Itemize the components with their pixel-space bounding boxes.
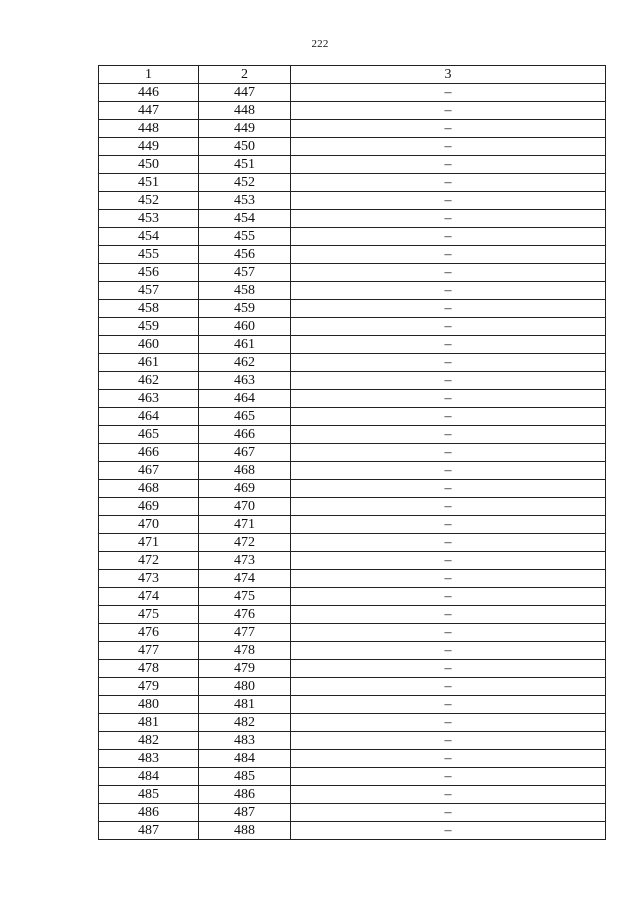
table-cell-col-3: – [291,264,606,282]
table-row [99,606,606,624]
table-cell-col-3: – [291,282,606,300]
table-row [99,228,606,246]
table-cell-col-3: – [291,102,606,120]
table-row [99,480,606,498]
table-cell-col-3: – [291,372,606,390]
table-cell-col-1: 452 [99,192,199,210]
table-cell-col-2: 476 [199,606,291,624]
table-cell-col-2: 449 [199,120,291,138]
table-cell-col-2: 467 [199,444,291,462]
table-cell-col-2: 475 [199,588,291,606]
table-cell-col-3: – [291,732,606,750]
table-cell-col-2: 465 [199,408,291,426]
table-cell-col-2: 482 [199,714,291,732]
table-cell-col-1: 477 [99,642,199,660]
table-cell-col-3: – [291,318,606,336]
table-cell-col-1: 476 [99,624,199,642]
table-cell-col-1: 469 [99,498,199,516]
table-row [99,390,606,408]
table-row [99,750,606,768]
table-cell-col-3: – [291,624,606,642]
table-cell-col-1: 470 [99,516,199,534]
table-cell-col-1: 465 [99,426,199,444]
table-cell-col-3: – [291,714,606,732]
table-cell-col-1: 447 [99,102,199,120]
table-cell-col-1: 483 [99,750,199,768]
table-cell-col-2: 481 [199,696,291,714]
table-cell-col-2: 485 [199,768,291,786]
table-cell-col-3: – [291,660,606,678]
table-cell-col-2: 453 [199,192,291,210]
table-cell-col-2: 487 [199,804,291,822]
table-row [99,732,606,750]
table-cell-col-2: 458 [199,282,291,300]
table-cell-col-1: 474 [99,588,199,606]
table-cell-col-3: – [291,246,606,264]
table-cell-col-2: 478 [199,642,291,660]
table-row [99,372,606,390]
table-cell-col-2: 488 [199,822,291,840]
table-cell-col-3: – [291,804,606,822]
table-row [99,444,606,462]
table-cell-col-3: – [291,228,606,246]
table-row [99,300,606,318]
table-cell-col-1: 449 [99,138,199,156]
table-cell-col-1: 456 [99,264,199,282]
table-cell-col-3: – [291,822,606,840]
table-cell-col-3: – [291,462,606,480]
header-row [99,66,606,84]
table-cell-col-1: 451 [99,174,199,192]
table-row [99,354,606,372]
table-row [99,156,606,174]
table-cell-col-3: – [291,678,606,696]
table-row [99,822,606,840]
data-table [98,65,606,840]
table-row [99,246,606,264]
table-cell-col-1: 453 [99,210,199,228]
table-cell-col-3: – [291,498,606,516]
table-row [99,138,606,156]
page-number: 222 [311,38,329,50]
table-cell-col-3: – [291,426,606,444]
table-row [99,804,606,822]
table-cell-col-1: 457 [99,282,199,300]
table-cell-col-2: 472 [199,534,291,552]
table-cell-col-2: 447 [199,84,291,102]
table-cell-col-2: 477 [199,624,291,642]
table-cell-col-1: 473 [99,570,199,588]
table-cell-col-2: 455 [199,228,291,246]
table-row [99,696,606,714]
table-cell-col-1: 463 [99,390,199,408]
table-cell-col-3: – [291,516,606,534]
table-cell-col-1: 475 [99,606,199,624]
table-cell-col-2: 448 [199,102,291,120]
table-row [99,408,606,426]
table-cell-col-3: – [291,408,606,426]
table-cell-col-3: – [291,336,606,354]
table-cell-col-1: 480 [99,696,199,714]
table-cell-col-2: 468 [199,462,291,480]
table-cell-col-3: – [291,354,606,372]
table-cell-col-1: 484 [99,768,199,786]
table-cell-col-3: – [291,210,606,228]
table-cell-col-2: 456 [199,246,291,264]
table-cell-col-2: 486 [199,786,291,804]
table-cell-col-1: 464 [99,408,199,426]
table-cell-col-3: – [291,588,606,606]
table-cell-col-1: 487 [99,822,199,840]
table-cell-col-1: 479 [99,678,199,696]
table-cell-col-2: 462 [199,354,291,372]
table-cell-col-3: – [291,300,606,318]
table-cell-col-2: 473 [199,552,291,570]
table-cell-col-1: 450 [99,156,199,174]
table-row [99,462,606,480]
table-cell-col-3: – [291,552,606,570]
table-row [99,102,606,120]
table-row [99,552,606,570]
table-cell-col-3: – [291,642,606,660]
table-cell-col-2: 484 [199,750,291,768]
table-row [99,336,606,354]
table-cell-col-2: 451 [199,156,291,174]
table-cell-col-2: 466 [199,426,291,444]
table-cell-col-3: – [291,174,606,192]
table-cell-col-3: – [291,570,606,588]
table-cell-col-2: 483 [199,732,291,750]
table-cell-col-3: – [291,696,606,714]
table-row [99,120,606,138]
table-cell-col-2: 459 [199,300,291,318]
table-row [99,174,606,192]
table-cell-col-2: 479 [199,660,291,678]
table-cell-col-1: 486 [99,804,199,822]
table-cell-col-3: – [291,750,606,768]
table-cell-col-1: 481 [99,714,199,732]
table-row [99,210,606,228]
table-cell-col-3: – [291,480,606,498]
table-row [99,768,606,786]
table-cell-col-2: 470 [199,498,291,516]
table-cell-col-1: 468 [99,480,199,498]
table-cell-col-2: 454 [199,210,291,228]
table-cell-col-3: – [291,156,606,174]
table-cell-col-3: – [291,534,606,552]
table-cell-col-3: – [291,192,606,210]
table-cell-col-1: 448 [99,120,199,138]
table-cell-col-1: 461 [99,354,199,372]
table-cell-col-2: 460 [199,318,291,336]
table-row [99,786,606,804]
table-row [99,678,606,696]
table-cell-col-1: 478 [99,660,199,678]
table-cell-col-2: 480 [199,678,291,696]
table-body [99,84,606,840]
column-header-3: 3 [291,66,606,84]
table-cell-col-2: 469 [199,480,291,498]
table-row [99,570,606,588]
table-cell-col-3: – [291,786,606,804]
table-cell-col-2: 474 [199,570,291,588]
table-cell-col-1: 462 [99,372,199,390]
table-cell-col-1: 482 [99,732,199,750]
column-header-2: 2 [199,66,291,84]
table-cell-col-2: 452 [199,174,291,192]
table-cell-col-1: 458 [99,300,199,318]
table-row [99,642,606,660]
table-row [99,660,606,678]
table-row [99,282,606,300]
table-cell-col-1: 466 [99,444,199,462]
table-row [99,318,606,336]
table-cell-col-3: – [291,120,606,138]
table-cell-col-1: 459 [99,318,199,336]
table-cell-col-3: – [291,606,606,624]
table-cell-col-3: – [291,768,606,786]
table-cell-col-2: 463 [199,372,291,390]
table-cell-col-2: 471 [199,516,291,534]
table-row [99,498,606,516]
table-cell-col-3: – [291,84,606,102]
table-cell-col-3: – [291,444,606,462]
table-row [99,426,606,444]
table-cell-col-2: 457 [199,264,291,282]
table-row [99,624,606,642]
table-cell-col-1: 467 [99,462,199,480]
column-header-1: 1 [99,66,199,84]
table-cell-col-2: 461 [199,336,291,354]
table-row [99,714,606,732]
table-row [99,588,606,606]
table-header [99,66,606,84]
table-cell-col-1: 454 [99,228,199,246]
table-cell-col-1: 471 [99,534,199,552]
table-cell-col-1: 460 [99,336,199,354]
table-cell-col-3: – [291,138,606,156]
table-cell-col-2: 464 [199,390,291,408]
table-cell-col-1: 446 [99,84,199,102]
table-row [99,534,606,552]
table-row [99,84,606,102]
table-cell-col-2: 450 [199,138,291,156]
table-row [99,264,606,282]
table-cell-col-1: 472 [99,552,199,570]
table-cell-col-3: – [291,390,606,408]
table-cell-col-1: 455 [99,246,199,264]
table-cell-col-1: 485 [99,786,199,804]
table-row [99,516,606,534]
table-row [99,192,606,210]
